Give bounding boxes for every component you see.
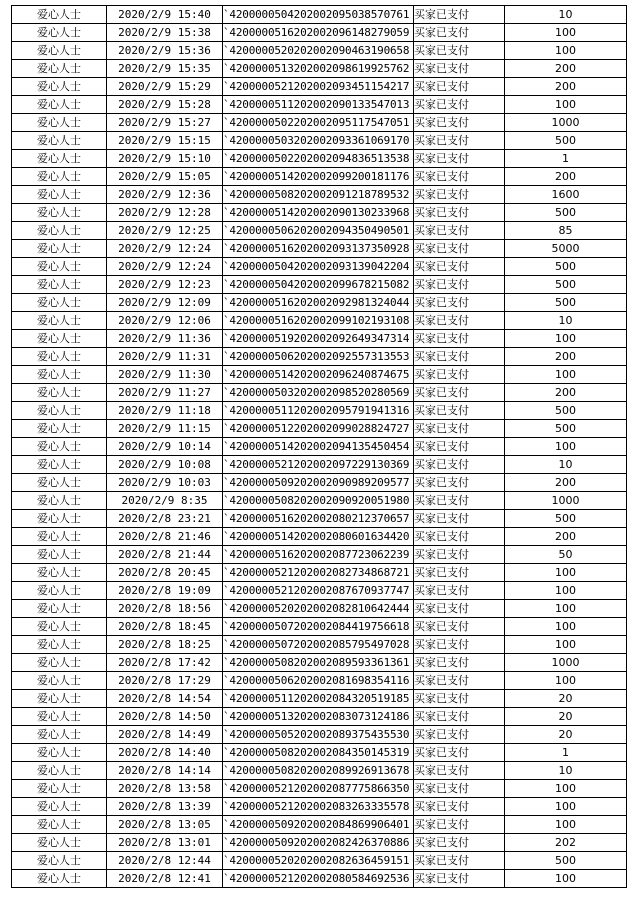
amount-cell: 100 xyxy=(505,816,627,834)
table-row xyxy=(12,384,627,402)
table-row xyxy=(12,834,627,852)
amount-cell: 500 xyxy=(505,258,627,276)
transaction-id-cell: `4200000521202002093451154217 xyxy=(223,78,414,96)
timestamp-cell: 2020/2/9 12:23 xyxy=(107,276,223,294)
timestamp-cell: 2020/2/8 21:44 xyxy=(107,546,223,564)
amount-cell: 100 xyxy=(505,438,627,456)
donor-name-cell: 爱心人士 xyxy=(12,312,107,330)
amount-cell: 202 xyxy=(505,834,627,852)
table-row xyxy=(12,204,627,222)
payment-status-cell: 买家已支付 xyxy=(414,852,505,870)
timestamp-cell: 2020/2/8 21:46 xyxy=(107,528,223,546)
payment-status-cell: 买家已支付 xyxy=(414,762,505,780)
donor-name-cell: 爱心人士 xyxy=(12,816,107,834)
donor-name-cell: 爱心人士 xyxy=(12,726,107,744)
timestamp-cell: 2020/2/8 18:45 xyxy=(107,618,223,636)
table-row xyxy=(12,870,627,888)
donor-name-cell: 爱心人士 xyxy=(12,474,107,492)
donor-name-cell: 爱心人士 xyxy=(12,636,107,654)
transaction-id-cell: `4200000519202002092649347314 xyxy=(223,330,414,348)
transaction-id-cell: `4200000502202002095117547051 xyxy=(223,114,414,132)
table-row xyxy=(12,222,627,240)
donor-name-cell: 爱心人士 xyxy=(12,222,107,240)
transaction-id-cell: `4200000516202002087723062239 xyxy=(223,546,414,564)
timestamp-cell: 2020/2/8 17:42 xyxy=(107,654,223,672)
timestamp-cell: 2020/2/8 14:40 xyxy=(107,744,223,762)
donor-name-cell: 爱心人士 xyxy=(12,366,107,384)
table-row xyxy=(12,330,627,348)
timestamp-cell: 2020/2/9 15:10 xyxy=(107,150,223,168)
timestamp-cell: 2020/2/9 11:31 xyxy=(107,348,223,366)
donor-name-cell: 爱心人士 xyxy=(12,564,107,582)
amount-cell: 200 xyxy=(505,474,627,492)
payment-status-cell: 买家已支付 xyxy=(414,726,505,744)
timestamp-cell: 2020/2/9 11:27 xyxy=(107,384,223,402)
timestamp-cell: 2020/2/9 11:30 xyxy=(107,366,223,384)
transaction-id-cell: `4200000509202002090989209577 xyxy=(223,474,414,492)
timestamp-cell: 2020/2/9 10:14 xyxy=(107,438,223,456)
amount-cell: 1000 xyxy=(505,114,627,132)
amount-cell: 10 xyxy=(505,456,627,474)
table-row xyxy=(12,600,627,618)
transaction-id-cell: `4200000502202002094836513538 xyxy=(223,150,414,168)
donor-name-cell: 爱心人士 xyxy=(12,6,107,24)
payment-status-cell: 买家已支付 xyxy=(414,168,505,186)
donor-name-cell: 爱心人士 xyxy=(12,690,107,708)
donor-name-cell: 爱心人士 xyxy=(12,384,107,402)
table-row xyxy=(12,816,627,834)
transaction-id-cell: `4200000508202002090920051980 xyxy=(223,492,414,510)
timestamp-cell: 2020/2/9 15:05 xyxy=(107,168,223,186)
timestamp-cell: 2020/2/9 12:25 xyxy=(107,222,223,240)
timestamp-cell: 2020/2/9 15:29 xyxy=(107,78,223,96)
transaction-id-cell: `4200000514202002099200181176 xyxy=(223,168,414,186)
donor-name-cell: 爱心人士 xyxy=(12,510,107,528)
payment-status-cell: 买家已支付 xyxy=(414,618,505,636)
table-row xyxy=(12,420,627,438)
transaction-id-cell: `4200000514202002094135450454 xyxy=(223,438,414,456)
payment-status-cell: 买家已支付 xyxy=(414,600,505,618)
transaction-id-cell: `4200000503202002098520280569 xyxy=(223,384,414,402)
transaction-id-cell: `4200000520202002082810642444 xyxy=(223,600,414,618)
timestamp-cell: 2020/2/8 14:14 xyxy=(107,762,223,780)
table-row xyxy=(12,6,627,24)
payment-status-cell: 买家已支付 xyxy=(414,60,505,78)
amount-cell: 1000 xyxy=(505,492,627,510)
donor-name-cell: 爱心人士 xyxy=(12,276,107,294)
timestamp-cell: 2020/2/8 18:56 xyxy=(107,600,223,618)
donor-name-cell: 爱心人士 xyxy=(12,24,107,42)
table-row xyxy=(12,780,627,798)
donor-name-cell: 爱心人士 xyxy=(12,132,107,150)
donor-name-cell: 爱心人士 xyxy=(12,852,107,870)
transaction-id-cell: `4200000504202002099678215082 xyxy=(223,276,414,294)
timestamp-cell: 2020/2/9 15:27 xyxy=(107,114,223,132)
payment-status-cell: 买家已支付 xyxy=(414,780,505,798)
table-row xyxy=(12,690,627,708)
amount-cell: 10 xyxy=(505,312,627,330)
payment-status-cell: 买家已支付 xyxy=(414,456,505,474)
transaction-id-cell: `4200000506202002094350490501 xyxy=(223,222,414,240)
payment-status-cell: 买家已支付 xyxy=(414,654,505,672)
transaction-id-cell: `4200000508202002089593361361 xyxy=(223,654,414,672)
table-row xyxy=(12,186,627,204)
payment-status-cell: 买家已支付 xyxy=(414,204,505,222)
payment-status-cell: 买家已支付 xyxy=(414,816,505,834)
table-row xyxy=(12,276,627,294)
payment-status-cell: 买家已支付 xyxy=(414,78,505,96)
transaction-id-cell: `4200000506202002081698354116 xyxy=(223,672,414,690)
payment-status-cell: 买家已支付 xyxy=(414,546,505,564)
table-row xyxy=(12,168,627,186)
table-row xyxy=(12,114,627,132)
timestamp-cell: 2020/2/8 23:21 xyxy=(107,510,223,528)
amount-cell: 100 xyxy=(505,870,627,888)
donor-name-cell: 爱心人士 xyxy=(12,492,107,510)
table-row xyxy=(12,258,627,276)
payment-status-cell: 买家已支付 xyxy=(414,42,505,60)
table-row xyxy=(12,492,627,510)
timestamp-cell: 2020/2/8 13:05 xyxy=(107,816,223,834)
amount-cell: 1000 xyxy=(505,654,627,672)
amount-cell: 5000 xyxy=(505,240,627,258)
ledger-body xyxy=(12,6,627,888)
table-row xyxy=(12,726,627,744)
table-row xyxy=(12,636,627,654)
table-row xyxy=(12,348,627,366)
table-row xyxy=(12,474,627,492)
amount-cell: 100 xyxy=(505,798,627,816)
payment-status-cell: 买家已支付 xyxy=(414,96,505,114)
table-row xyxy=(12,618,627,636)
donor-name-cell: 爱心人士 xyxy=(12,582,107,600)
transaction-id-cell: `4200000507202002085795497028 xyxy=(223,636,414,654)
amount-cell: 200 xyxy=(505,384,627,402)
transaction-id-cell: `4200000507202002084419756618 xyxy=(223,618,414,636)
table-row xyxy=(12,366,627,384)
timestamp-cell: 2020/2/9 11:18 xyxy=(107,402,223,420)
payment-status-cell: 买家已支付 xyxy=(414,348,505,366)
payment-status-cell: 买家已支付 xyxy=(414,528,505,546)
transaction-id-cell: `4200000512202002099028824727 xyxy=(223,420,414,438)
transaction-id-cell: `4200000505202002089375435530 xyxy=(223,726,414,744)
payment-status-cell: 买家已支付 xyxy=(414,186,505,204)
timestamp-cell: 2020/2/9 12:36 xyxy=(107,186,223,204)
table-row xyxy=(12,312,627,330)
transaction-id-cell: `4200000504202002095038570761 xyxy=(223,6,414,24)
timestamp-cell: 2020/2/9 15:38 xyxy=(107,24,223,42)
amount-cell: 500 xyxy=(505,852,627,870)
donor-name-cell: 爱心人士 xyxy=(12,456,107,474)
transaction-id-cell: `4200000503202002093361069170 xyxy=(223,132,414,150)
donor-name-cell: 爱心人士 xyxy=(12,780,107,798)
amount-cell: 100 xyxy=(505,618,627,636)
payment-status-cell: 买家已支付 xyxy=(414,312,505,330)
timestamp-cell: 2020/2/8 18:25 xyxy=(107,636,223,654)
donor-name-cell: 爱心人士 xyxy=(12,600,107,618)
donor-name-cell: 爱心人士 xyxy=(12,78,107,96)
donor-name-cell: 爱心人士 xyxy=(12,96,107,114)
timestamp-cell: 2020/2/9 12:24 xyxy=(107,258,223,276)
amount-cell: 500 xyxy=(505,402,627,420)
payment-status-cell: 买家已支付 xyxy=(414,492,505,510)
donor-name-cell: 爱心人士 xyxy=(12,186,107,204)
payment-status-cell: 买家已支付 xyxy=(414,834,505,852)
transaction-id-cell: `4200000513202002083073124186 xyxy=(223,708,414,726)
payment-status-cell: 买家已支付 xyxy=(414,798,505,816)
donor-name-cell: 爱心人士 xyxy=(12,546,107,564)
table-row xyxy=(12,564,627,582)
timestamp-cell: 2020/2/9 8:35 xyxy=(107,492,223,510)
payment-status-cell: 买家已支付 xyxy=(414,582,505,600)
timestamp-cell: 2020/2/8 19:09 xyxy=(107,582,223,600)
table-row xyxy=(12,762,627,780)
amount-cell: 100 xyxy=(505,366,627,384)
payment-status-cell: 买家已支付 xyxy=(414,240,505,258)
payment-status-cell: 买家已支付 xyxy=(414,24,505,42)
table-row xyxy=(12,672,627,690)
amount-cell: 100 xyxy=(505,672,627,690)
amount-cell: 1 xyxy=(505,744,627,762)
timestamp-cell: 2020/2/9 15:35 xyxy=(107,60,223,78)
amount-cell: 100 xyxy=(505,96,627,114)
payment-status-cell: 买家已支付 xyxy=(414,564,505,582)
payment-status-cell: 买家已支付 xyxy=(414,150,505,168)
table-row xyxy=(12,294,627,312)
donor-name-cell: 爱心人士 xyxy=(12,240,107,258)
transaction-id-cell: `4200000516202002099102193108 xyxy=(223,312,414,330)
table-row xyxy=(12,438,627,456)
donor-name-cell: 爱心人士 xyxy=(12,60,107,78)
timestamp-cell: 2020/2/9 11:36 xyxy=(107,330,223,348)
donor-name-cell: 爱心人士 xyxy=(12,528,107,546)
transaction-id-cell: `4200000508202002084350145319 xyxy=(223,744,414,762)
donor-name-cell: 爱心人士 xyxy=(12,294,107,312)
amount-cell: 200 xyxy=(505,168,627,186)
transaction-id-cell: `4200000521202002083263335578 xyxy=(223,798,414,816)
amount-cell: 50 xyxy=(505,546,627,564)
transaction-id-cell: `4200000521202002087775866350 xyxy=(223,780,414,798)
transaction-id-cell: `4200000521202002080584692536 xyxy=(223,870,414,888)
payment-status-cell: 买家已支付 xyxy=(414,114,505,132)
payment-status-cell: 买家已支付 xyxy=(414,258,505,276)
amount-cell: 100 xyxy=(505,42,627,60)
table-row xyxy=(12,708,627,726)
payment-status-cell: 买家已支付 xyxy=(414,636,505,654)
transaction-id-cell: `4200000520202002090463190658 xyxy=(223,42,414,60)
amount-cell: 500 xyxy=(505,510,627,528)
donor-name-cell: 爱心人士 xyxy=(12,258,107,276)
table-row xyxy=(12,852,627,870)
timestamp-cell: 2020/2/9 15:15 xyxy=(107,132,223,150)
timestamp-cell: 2020/2/9 11:15 xyxy=(107,420,223,438)
timestamp-cell: 2020/2/8 14:50 xyxy=(107,708,223,726)
table-row xyxy=(12,42,627,60)
amount-cell: 200 xyxy=(505,528,627,546)
donor-name-cell: 爱心人士 xyxy=(12,330,107,348)
transaction-id-cell: `4200000516202002093137350928 xyxy=(223,240,414,258)
donor-name-cell: 爱心人士 xyxy=(12,168,107,186)
donor-name-cell: 爱心人士 xyxy=(12,42,107,60)
payment-status-cell: 买家已支付 xyxy=(414,366,505,384)
donor-name-cell: 爱心人士 xyxy=(12,654,107,672)
timestamp-cell: 2020/2/9 10:03 xyxy=(107,474,223,492)
donor-name-cell: 爱心人士 xyxy=(12,348,107,366)
amount-cell: 100 xyxy=(505,330,627,348)
amount-cell: 100 xyxy=(505,780,627,798)
amount-cell: 1600 xyxy=(505,186,627,204)
payment-status-cell: 买家已支付 xyxy=(414,672,505,690)
timestamp-cell: 2020/2/9 15:28 xyxy=(107,96,223,114)
timestamp-cell: 2020/2/8 13:58 xyxy=(107,780,223,798)
donor-name-cell: 爱心人士 xyxy=(12,438,107,456)
amount-cell: 100 xyxy=(505,636,627,654)
timestamp-cell: 2020/2/8 13:01 xyxy=(107,834,223,852)
timestamp-cell: 2020/2/8 14:54 xyxy=(107,690,223,708)
donor-name-cell: 爱心人士 xyxy=(12,870,107,888)
donor-name-cell: 爱心人士 xyxy=(12,744,107,762)
payment-status-cell: 买家已支付 xyxy=(414,744,505,762)
timestamp-cell: 2020/2/8 12:41 xyxy=(107,870,223,888)
amount-cell: 20 xyxy=(505,726,627,744)
payment-status-cell: 买家已支付 xyxy=(414,420,505,438)
amount-cell: 10 xyxy=(505,6,627,24)
timestamp-cell: 2020/2/9 15:40 xyxy=(107,6,223,24)
transaction-id-cell: `4200000521202002082734868721 xyxy=(223,564,414,582)
amount-cell: 200 xyxy=(505,348,627,366)
amount-cell: 20 xyxy=(505,708,627,726)
table-row xyxy=(12,150,627,168)
amount-cell: 200 xyxy=(505,78,627,96)
payment-status-cell: 买家已支付 xyxy=(414,870,505,888)
amount-cell: 1 xyxy=(505,150,627,168)
transaction-id-cell: `4200000506202002092557313553 xyxy=(223,348,414,366)
donor-name-cell: 爱心人士 xyxy=(12,204,107,222)
transaction-id-cell: `4200000513202002098619925762 xyxy=(223,60,414,78)
transaction-id-cell: `4200000511202002084320519185 xyxy=(223,690,414,708)
amount-cell: 100 xyxy=(505,600,627,618)
timestamp-cell: 2020/2/9 15:36 xyxy=(107,42,223,60)
table-row xyxy=(12,582,627,600)
donor-name-cell: 爱心人士 xyxy=(12,618,107,636)
table-row xyxy=(12,240,627,258)
table-row xyxy=(12,78,627,96)
amount-cell: 100 xyxy=(505,564,627,582)
transaction-id-cell: `4200000514202002096240874675 xyxy=(223,366,414,384)
table-row xyxy=(12,510,627,528)
table-row xyxy=(12,402,627,420)
amount-cell: 500 xyxy=(505,132,627,150)
transaction-id-cell: `4200000521202002097229130369 xyxy=(223,456,414,474)
timestamp-cell: 2020/2/8 17:29 xyxy=(107,672,223,690)
donor-name-cell: 爱心人士 xyxy=(12,420,107,438)
payment-status-cell: 买家已支付 xyxy=(414,294,505,312)
payment-status-cell: 买家已支付 xyxy=(414,6,505,24)
table-row xyxy=(12,96,627,114)
donor-name-cell: 爱心人士 xyxy=(12,834,107,852)
amount-cell: 85 xyxy=(505,222,627,240)
table-row xyxy=(12,546,627,564)
donor-name-cell: 爱心人士 xyxy=(12,672,107,690)
amount-cell: 100 xyxy=(505,582,627,600)
timestamp-cell: 2020/2/8 20:45 xyxy=(107,564,223,582)
amount-cell: 20 xyxy=(505,690,627,708)
donor-name-cell: 爱心人士 xyxy=(12,708,107,726)
table-row xyxy=(12,60,627,78)
transaction-id-cell: `4200000521202002087670937747 xyxy=(223,582,414,600)
amount-cell: 500 xyxy=(505,276,627,294)
payment-status-cell: 买家已支付 xyxy=(414,384,505,402)
table-row xyxy=(12,744,627,762)
timestamp-cell: 2020/2/9 12:09 xyxy=(107,294,223,312)
table-row xyxy=(12,456,627,474)
table-row xyxy=(12,24,627,42)
timestamp-cell: 2020/2/9 12:06 xyxy=(107,312,223,330)
transaction-id-cell: `4200000516202002092981324044 xyxy=(223,294,414,312)
table-row xyxy=(12,654,627,672)
transaction-id-cell: `4200000514202002080601634420 xyxy=(223,528,414,546)
amount-cell: 500 xyxy=(505,204,627,222)
transaction-id-cell: `4200000520202002082636459151 xyxy=(223,852,414,870)
timestamp-cell: 2020/2/9 10:08 xyxy=(107,456,223,474)
timestamp-cell: 2020/2/9 12:28 xyxy=(107,204,223,222)
transaction-id-cell: `4200000508202002091218789532 xyxy=(223,186,414,204)
timestamp-cell: 2020/2/9 12:24 xyxy=(107,240,223,258)
amount-cell: 10 xyxy=(505,762,627,780)
transaction-id-cell: `4200000509202002082426370886 xyxy=(223,834,414,852)
transaction-id-cell: `4200000504202002093139042204 xyxy=(223,258,414,276)
amount-cell: 500 xyxy=(505,294,627,312)
donor-name-cell: 爱心人士 xyxy=(12,798,107,816)
table-row xyxy=(12,528,627,546)
amount-cell: 200 xyxy=(505,60,627,78)
transaction-id-cell: `4200000516202002096148279059 xyxy=(223,24,414,42)
transaction-id-cell: `4200000508202002089926913678 xyxy=(223,762,414,780)
transaction-id-cell: `4200000509202002084869906401 xyxy=(223,816,414,834)
transaction-id-cell: `4200000514202002090130233968 xyxy=(223,204,414,222)
transaction-id-cell: `4200000511202002095791941316 xyxy=(223,402,414,420)
payment-status-cell: 买家已支付 xyxy=(414,132,505,150)
donation-ledger-table xyxy=(11,5,627,888)
payment-status-cell: 买家已支付 xyxy=(414,708,505,726)
donor-name-cell: 爱心人士 xyxy=(12,114,107,132)
donor-name-cell: 爱心人士 xyxy=(12,762,107,780)
payment-status-cell: 买家已支付 xyxy=(414,330,505,348)
table-row xyxy=(12,132,627,150)
payment-status-cell: 买家已支付 xyxy=(414,438,505,456)
donor-name-cell: 爱心人士 xyxy=(12,402,107,420)
amount-cell: 100 xyxy=(505,24,627,42)
timestamp-cell: 2020/2/8 13:39 xyxy=(107,798,223,816)
payment-status-cell: 买家已支付 xyxy=(414,690,505,708)
payment-status-cell: 买家已支付 xyxy=(414,474,505,492)
donor-name-cell: 爱心人士 xyxy=(12,150,107,168)
transaction-id-cell: `4200000511202002090133547013 xyxy=(223,96,414,114)
payment-status-cell: 买家已支付 xyxy=(414,222,505,240)
timestamp-cell: 2020/2/8 12:44 xyxy=(107,852,223,870)
payment-status-cell: 买家已支付 xyxy=(414,402,505,420)
table-row xyxy=(12,798,627,816)
amount-cell: 500 xyxy=(505,420,627,438)
payment-status-cell: 买家已支付 xyxy=(414,510,505,528)
payment-status-cell: 买家已支付 xyxy=(414,276,505,294)
timestamp-cell: 2020/2/8 14:49 xyxy=(107,726,223,744)
transaction-id-cell: `4200000516202002080212370657 xyxy=(223,510,414,528)
